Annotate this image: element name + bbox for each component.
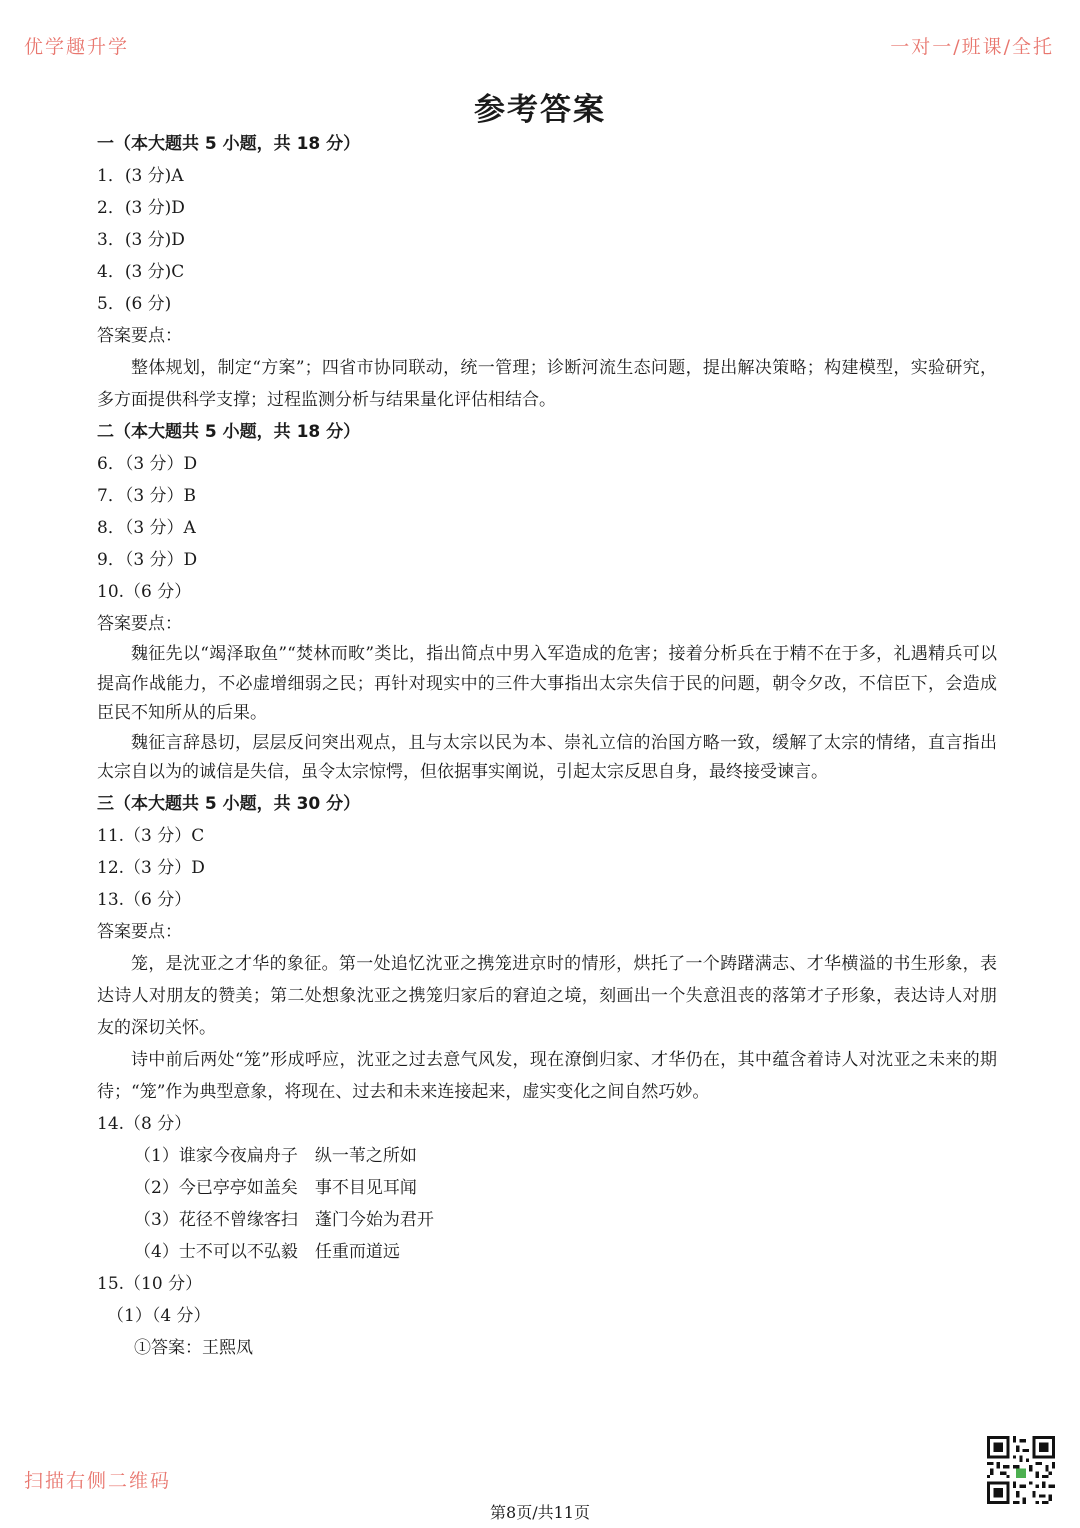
answer-item: 11.（3 分）C [97, 825, 205, 846]
answer-item: 7．（3 分）B [97, 486, 197, 506]
answer-item: 1．(3 分)A [97, 166, 184, 186]
answer-item: 12.（3 分）D [97, 857, 205, 878]
answer-item: 3．(3 分)D [97, 230, 185, 250]
answer-item: 9．（3 分）D [97, 550, 198, 570]
key-points-label: 答案要点： [97, 614, 182, 634]
answer-item: 14.（8 分） [97, 1113, 192, 1134]
watermark-top-left: 优学趣升学 [24, 36, 130, 58]
watermark-top-right: 一对一/班课/全托 [890, 36, 1054, 58]
answer-item: 6．（3 分）D [97, 454, 198, 474]
key-points-label: 答案要点： [97, 921, 182, 942]
section-heading: 一（本大题共 5 小题，共 18 分） [97, 134, 361, 154]
sub-question: （1）（4 分） [107, 1305, 211, 1326]
answer-item: 4．(3 分)C [97, 262, 185, 282]
answer-item: 2．(3 分)D [97, 198, 185, 218]
answer-paragraph: 魏征言辞恳切，层层反问突出观点，且与太宗以民为本、崇礼立信的治国方略一致，缓解了太宗的情绪，直言指出太宗自以为的诚信是失信，虽令太宗惊愕，但依据事实阐说，引起太宗反思自身，最终接受谏言。 [97, 732, 997, 783]
answer-paragraph: 笼，是沈亚之才华的象征。第一处追忆沈亚之携笼进京时的情形，烘托了一个踌躇满志、才华横溢的书生形象，表达诗人对朋友的赞美；第二处想象沈亚之携笼归家后的窘迫之境，刻画出一个失意沮丧的落第才子形象，表达诗人对朋友的深切关怀。 [97, 953, 997, 1038]
answer-item: 5．(6 分) [97, 294, 172, 314]
answer-paragraph: 诗中前后两处“笼”形成呼应，沈亚之过去意气风发，现在潦倒归家、才华仍在，其中蕴含着诗人对沈亚之未来的期待；“笼”作为典型意象，将现在、过去和未来连接起来，虚实变化之间自然巧妙。 [97, 1049, 997, 1102]
key-points-label: 答案要点： [97, 326, 182, 346]
answer-item: 13.（6 分） [97, 889, 192, 910]
answer-paragraph: 魏征先以“竭泽取鱼”“焚林而畋”类比，指出简点中男入军造成的危害；接着分析兵在于精不在于多，礼遇精兵可以提高作战能力，不必虚增细弱之民；再针对现实中的三件大事指出太宗失信于民的问题，朝令夕改，不信臣下，会造成臣民不知所从的后果。 [97, 644, 997, 724]
poem-answer: （4）士不可以不弘毅 任重而道远 [134, 1241, 400, 1262]
answer-item: ①答案：王熙凤 [134, 1337, 253, 1358]
answer-paragraph: 整体规划，制定“方案”；四省市协同联动，统一管理；诊断河流生态问题，提出解决策略；构建模型，实验研究，多方面提供科学支撑；过程监测分析与结果量化评估相结合。 [97, 358, 997, 410]
poem-answer: （2）今已亭亭如盖矣 事不目见耳闻 [134, 1177, 417, 1198]
page-number: 第8页/共11页 [490, 1503, 590, 1522]
poem-answer: （3）花径不曾缘客扫 蓬门今始为君开 [134, 1209, 434, 1230]
answer-item: 8．（3 分）A [97, 518, 196, 538]
answer-item: 10.（6 分） [97, 582, 192, 602]
qr-code-icon [987, 1436, 1055, 1504]
answer-item: 15.（10 分） [97, 1273, 203, 1294]
poem-answer: （1）谁家今夜扁舟子 纵一苇之所如 [134, 1145, 417, 1166]
page-title: 参考答案 [474, 92, 606, 128]
section-heading: 三（本大题共 5 小题，共 30 分） [97, 793, 361, 814]
section-heading: 二（本大题共 5 小题，共 18 分） [97, 422, 361, 442]
answer-content [97, 128, 997, 1364]
watermark-bottom-left: 扫描右侧二维码 [24, 1470, 172, 1492]
